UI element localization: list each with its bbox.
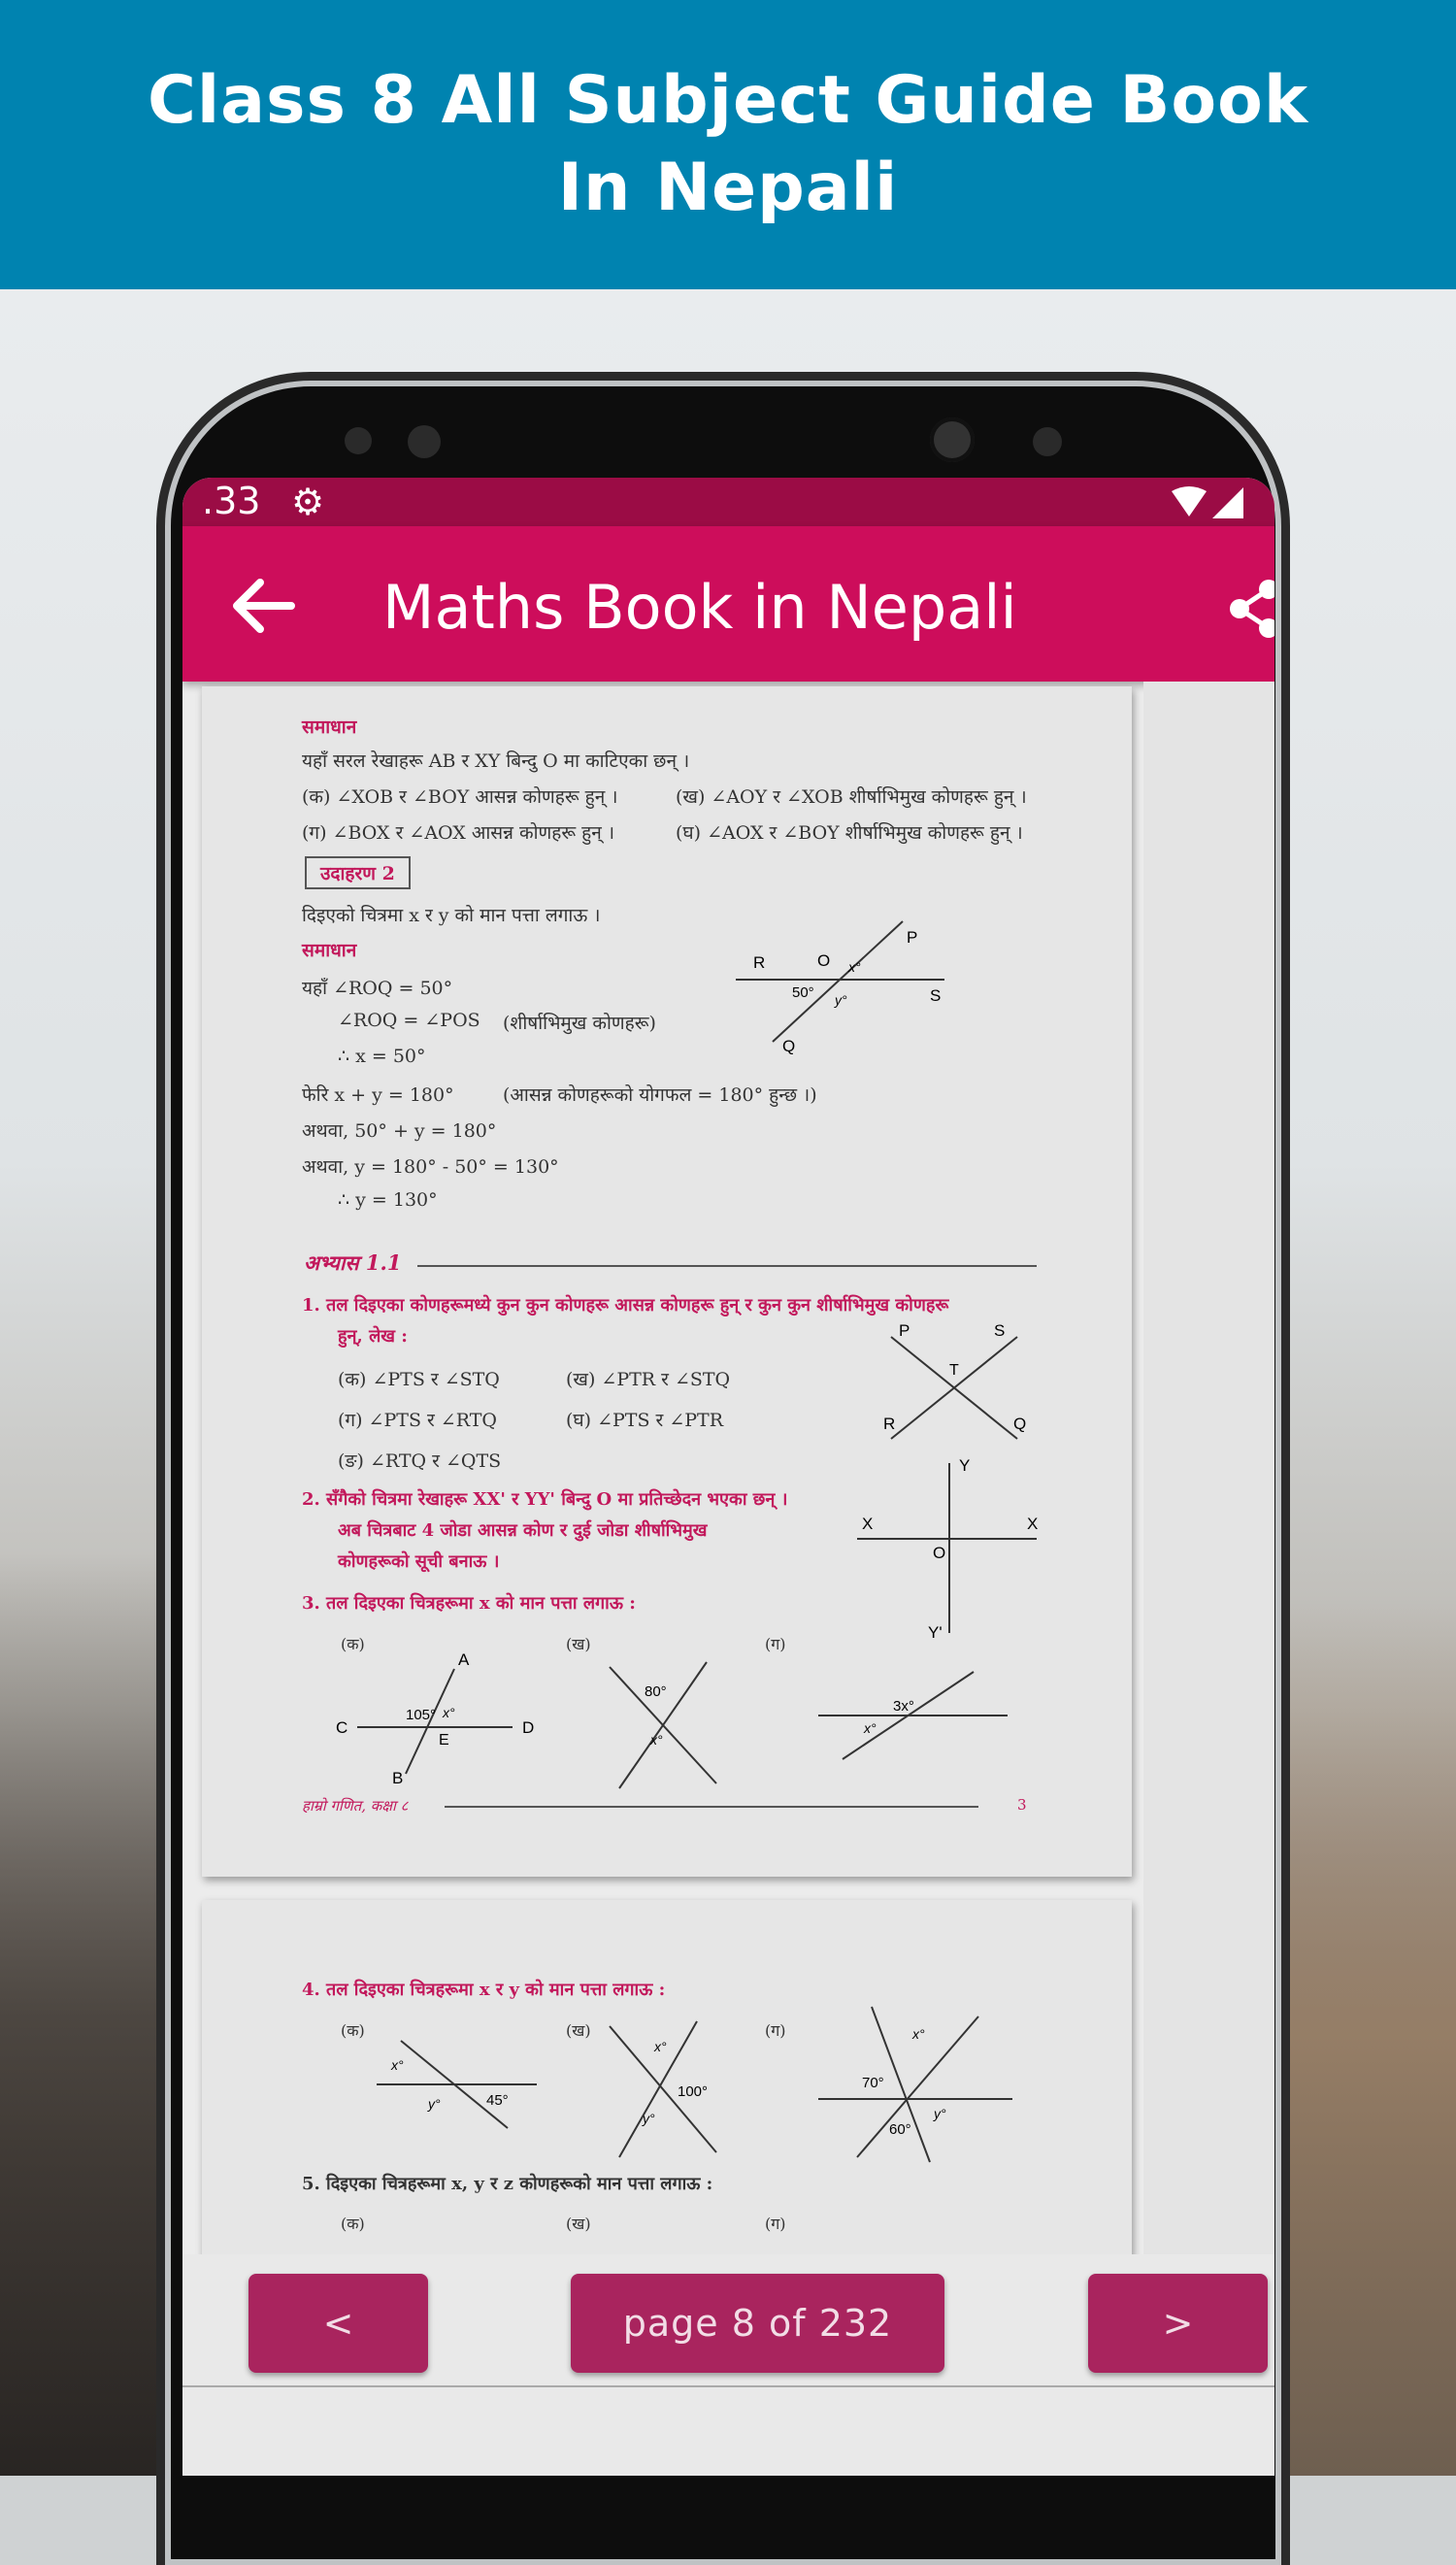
fig-label: x° bbox=[650, 1732, 663, 1748]
fig-label: Q bbox=[1013, 1415, 1027, 1433]
page-text: ∴ x = 50° bbox=[338, 1046, 426, 1067]
question-3: 3. तल दिइएका चित्रहरूमा x को मान पत्ता लगाऊ : bbox=[302, 1593, 636, 1614]
fig-label: D bbox=[522, 1718, 535, 1737]
fig-label: Y' bbox=[928, 1623, 943, 1642]
page-text: समाधान bbox=[302, 716, 357, 738]
page-text: (ख) bbox=[566, 1635, 591, 1653]
page-text: समाधान bbox=[302, 940, 357, 961]
page-text: (ग) bbox=[765, 2215, 786, 2233]
page-text: (ख) ∠AOY र ∠XOB शीर्षाभिमुख कोणहरू हुन् । bbox=[676, 786, 1027, 808]
page-text: (ख) ∠PTR र ∠STQ bbox=[566, 1369, 731, 1390]
prev-page-button[interactable]: < bbox=[248, 2274, 428, 2373]
app-bar bbox=[182, 526, 1274, 682]
question-1: 1. तल दिइएका कोणहरूमध्ये कुन कुन कोणहरू आसन्न कोणहरू हुन् र कुन कुन शीर्षाभिमुख कोणहरू bbox=[302, 1295, 949, 1316]
page-text: अथवा, y = 180° - 50° = 130° bbox=[302, 1156, 559, 1178]
page-text: (ग) bbox=[765, 2021, 786, 2040]
geometry-figure-7 bbox=[372, 2031, 546, 2138]
fig-label: y° bbox=[835, 992, 847, 1008]
page-text: अथवा, 50° + y = 180° bbox=[302, 1120, 497, 1142]
geometry-figure-1 bbox=[726, 910, 959, 1055]
promo-banner bbox=[0, 0, 1456, 289]
fig-label: E bbox=[439, 1732, 449, 1749]
geometry-figure-9 bbox=[813, 2002, 1017, 2167]
page-text: (क) ∠PTS र ∠STQ bbox=[338, 1369, 500, 1390]
fig-label: S bbox=[994, 1322, 1006, 1340]
fig-label: 80° bbox=[645, 1683, 667, 1700]
footer-rule bbox=[445, 1806, 978, 1808]
exercise-heading: अभ्यास 1.1 bbox=[304, 1250, 402, 1275]
fig-label: O bbox=[933, 1544, 946, 1562]
speaker-dot bbox=[345, 427, 372, 454]
fig-label: A bbox=[458, 1650, 470, 1669]
fig-label: 60° bbox=[889, 2121, 911, 2138]
right-gutter bbox=[1143, 682, 1274, 2254]
page-text: (घ) ∠PTS र ∠PTR bbox=[566, 1410, 724, 1431]
page-text: (क) ∠XOB र ∠BOY आसन्न कोणहरू हुन् । bbox=[302, 786, 618, 808]
geometry-figure-2 bbox=[872, 1322, 1037, 1453]
page-text: ∴ y = 130° bbox=[338, 1189, 438, 1211]
fig-label: x° bbox=[443, 1705, 455, 1720]
fig-label: y° bbox=[643, 2111, 655, 2126]
fig-label: X bbox=[862, 1515, 874, 1533]
fig-label: 3x° bbox=[893, 1698, 914, 1715]
question-2: 2. सँगैको चित्रमा रेखाहरू XX' र YY' बिन्दु O मा प्रतिच्छेदन भएका छन् । bbox=[302, 1489, 788, 1510]
fig-label: R bbox=[883, 1415, 896, 1433]
app-title: Maths Book in Nepali bbox=[382, 572, 1017, 643]
question-4: 4. तल दिइएका चित्रहरूमा x र y को मान पत्ता लगाऊ : bbox=[302, 1980, 666, 2000]
fig-label: Y bbox=[959, 1456, 971, 1475]
page-indicator-button[interactable]: page 8 of 232 bbox=[571, 2274, 944, 2373]
page-text: (ग) ∠BOX र ∠AOX आसन्न कोणहरू हुन् । bbox=[302, 822, 615, 844]
page-text: अब चित्रबाट 4 जोडा आसन्न कोण र दुई जोडा शीर्षाभिमुख bbox=[338, 1520, 708, 1541]
exercise-rule bbox=[417, 1265, 1037, 1267]
page-text: (क) bbox=[341, 2021, 365, 2040]
page-footer: हाम्रो गणित, कक्षा ८ bbox=[302, 1797, 409, 1815]
page-text: कोणहरूको सूची बनाऊ । bbox=[338, 1551, 500, 1572]
example-box: उदाहरण 2 bbox=[305, 856, 411, 889]
background-left-shade bbox=[0, 1553, 184, 2476]
page-text: (ङ) ∠RTQ र ∠QTS bbox=[338, 1450, 502, 1472]
sensor-dot-left bbox=[408, 425, 441, 458]
bottom-divider bbox=[182, 2385, 1274, 2387]
question-5: 5. दिइएका चित्रहरूमा x, y र z कोणहरूको मान पत्ता लगाऊ : bbox=[302, 2174, 713, 2194]
book-page-2 bbox=[202, 1900, 1132, 2269]
banner-title: Class 8 All Subject Guide Book In Nepali bbox=[147, 62, 1309, 226]
geometry-figure-3 bbox=[843, 1453, 1046, 1643]
fig-label: 70° bbox=[862, 2075, 884, 2091]
geometry-figure-6 bbox=[813, 1667, 1017, 1764]
fig-label: 100° bbox=[678, 2083, 709, 2100]
wifi-icon bbox=[1168, 485, 1245, 520]
fig-label: x° bbox=[391, 2057, 404, 2073]
fig-label: P bbox=[907, 928, 918, 947]
next-page-button[interactable]: > bbox=[1088, 2274, 1268, 2373]
fig-label: x° bbox=[654, 2039, 667, 2054]
geometry-figure-4 bbox=[328, 1648, 561, 1783]
fig-label: O bbox=[817, 951, 831, 970]
page-text: हुन्, लेख : bbox=[338, 1326, 408, 1347]
status-time: .33 bbox=[202, 480, 261, 522]
signal-icon bbox=[1212, 487, 1243, 518]
fig-label: 45° bbox=[486, 2092, 509, 2109]
fig-label: R bbox=[753, 953, 766, 972]
phone-screen bbox=[182, 478, 1274, 2476]
page-text: फेरि x + y = 180° bbox=[302, 1084, 454, 1106]
page-text: दिइएको चित्रमा x र y को मान पत्ता लगाऊ । bbox=[302, 905, 601, 926]
fig-label: x° bbox=[864, 1720, 877, 1736]
fig-label: x° bbox=[912, 2026, 925, 2042]
front-camera bbox=[930, 417, 975, 462]
page-text: (ग) ∠PTS र ∠RTQ bbox=[338, 1410, 497, 1431]
fig-label: C bbox=[336, 1718, 348, 1737]
page-text: (क) bbox=[341, 1635, 365, 1653]
page-text: (आसन्न कोणहरूको योगफल = 180° हुन्छ ।) bbox=[503, 1084, 817, 1106]
page-text: (क) bbox=[341, 2215, 365, 2233]
page-number: 3 bbox=[1017, 1796, 1027, 1814]
status-bar bbox=[182, 478, 1274, 526]
page-text: यहाँ ∠ROQ = 50° bbox=[302, 978, 453, 999]
gear-icon: ⚙ bbox=[291, 481, 325, 523]
share-icon[interactable] bbox=[1226, 570, 1274, 648]
geometry-figure-5 bbox=[600, 1657, 736, 1793]
page-text: यहाँ सरल रेखाहरू AB र XY बिन्दु O मा काटिएका छन् । bbox=[302, 750, 690, 772]
fig-label: P bbox=[899, 1322, 910, 1340]
fig-label: x° bbox=[848, 959, 861, 975]
fig-label: T bbox=[949, 1362, 959, 1379]
arrow-left-icon[interactable] bbox=[223, 567, 301, 645]
page-text: (ग) bbox=[765, 1635, 786, 1653]
page-text: (ख) bbox=[566, 2215, 591, 2233]
fig-label: S bbox=[930, 986, 942, 1005]
background-right-shade bbox=[1281, 1602, 1456, 2476]
fig-label: 105° bbox=[406, 1707, 437, 1723]
fig-label: y° bbox=[934, 2106, 946, 2121]
page-text: (शीर्षाभिमुख कोणहरू) bbox=[503, 1013, 656, 1034]
fig-label: B bbox=[392, 1769, 404, 1783]
geometry-figure-8 bbox=[600, 2016, 745, 2162]
page-text: ∠ROQ = ∠POS bbox=[338, 1010, 480, 1031]
page-text: (घ) ∠AOX र ∠BOY शीर्षाभिमुख कोणहरू हुन् । bbox=[676, 822, 1023, 844]
fig-label: 50° bbox=[792, 984, 814, 1001]
fig-label: Q bbox=[782, 1037, 796, 1055]
bottom-nav bbox=[182, 2254, 1274, 2476]
sensor-dot bbox=[1033, 427, 1062, 456]
book-page-1 bbox=[202, 686, 1132, 1877]
fig-label: y° bbox=[428, 2096, 441, 2112]
page-text: (ख) bbox=[566, 2021, 591, 2040]
fig-label: X bbox=[1027, 1515, 1039, 1533]
